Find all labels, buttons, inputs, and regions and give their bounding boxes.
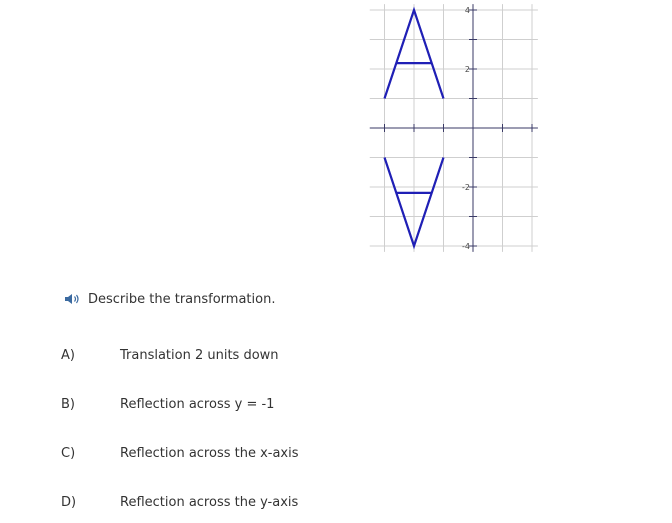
choice-a-letter: A)	[61, 348, 75, 363]
choice-b-text: Reflection across y = -1	[120, 397, 275, 412]
y-tick-label: 4	[464, 6, 470, 15]
choice-d-letter: D)	[61, 495, 77, 510]
choice-b[interactable]	[0, 392, 672, 418]
question-prompt	[64, 290, 275, 308]
y-tick-label: -4	[462, 242, 470, 251]
choice-a-text: Translation 2 units down	[120, 348, 279, 363]
y-tick-label: 2	[464, 65, 470, 74]
speaker-icon[interactable]	[64, 292, 82, 306]
y-tick-label: -2	[462, 183, 470, 192]
choice-d-text: Reflection across the y-axis	[120, 495, 299, 510]
choice-c-text: Reflection across the x-axis	[120, 446, 299, 461]
choice-c-letter: C)	[61, 446, 76, 461]
choice-c[interactable]	[0, 441, 672, 467]
axes	[370, 4, 538, 252]
choice-a[interactable]	[0, 343, 672, 369]
coordinate-graph	[368, 4, 544, 254]
choice-d[interactable]	[0, 490, 672, 516]
question-text: Describe the transformation.	[88, 291, 276, 307]
choice-b-letter: B)	[61, 397, 75, 412]
